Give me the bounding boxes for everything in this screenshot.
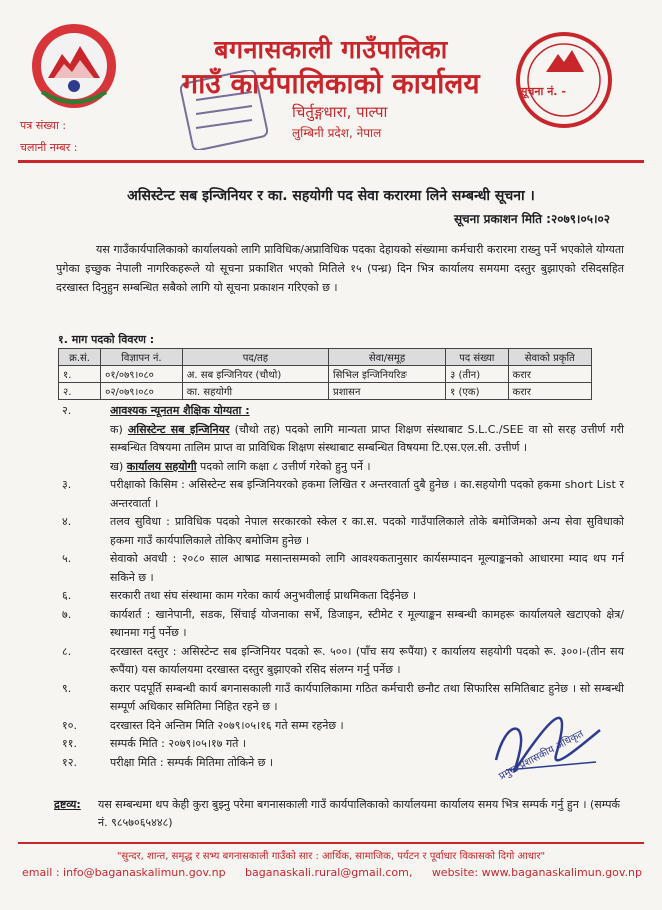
col-header: क्र.सं. xyxy=(59,349,101,366)
sub-item-bold: असिस्टेन्ट सब इन्जिनियर xyxy=(127,422,230,436)
dispatch-no-label: चलानी नम्बर : xyxy=(20,141,78,154)
list-item xyxy=(62,587,624,606)
table-row xyxy=(59,383,592,400)
item-text: परीक्षाको किसिम : असिस्टेन्ट सब इन्जिनियरको हकमा लिखित र अन्तरवार्ता दुबै हुनेछ । का.सहयोगी पदको हकमा short List र अन्तरवार्ता । xyxy=(110,478,624,510)
sub-item-bold: कार्यालय सहयोगी xyxy=(126,459,197,473)
item-number: ८. xyxy=(62,644,72,658)
footer-divider xyxy=(18,842,644,844)
note-text: यस सम्बन्धमा थप केही कुरा बुझ्नु परेमा बगनासकाली गाउँ कार्यपालिकाको कार्यालयमा कार्यालय समय भित्र सम्पर्क गर्नु हुन । (सम्पर्क नं. ९८५७०६५४४८) xyxy=(98,798,620,829)
table-cell: ०२/०७९।०८० xyxy=(101,383,183,400)
notice-intro: यस गाउँकार्यपालिकाको कार्यालयको लागि प्राविधिक/अप्राविधिक पदका देहायको संख्यामा कर्मचारी करारमा राख्नु पर्ने भएकोले योग्यता पुगेका इच्छुक नेपाली नागरिकहरूले यो सूचना प्रकाशित भएको मितिले १५ (पन्ध्र) दिन भित्र कार्यालय समयमा दस्तुर बुझाएको रसिदसहित दरखास्त दिनुहुन सम्बन्धित सबैको लागि यो सूचना प्रकाशन गरिएको छ । xyxy=(56,243,624,294)
table-cell: २. xyxy=(59,383,101,400)
table-cell: का. सहयोगी xyxy=(182,383,328,400)
org-province: लुम्बिनी प्रदेश, नेपाल xyxy=(292,126,382,140)
table-cell: प्रशासन xyxy=(329,383,446,400)
item-text: सरकारी तथा संघ संस्थामा काम गरेका कार्य अनुभवीलाई प्राथमिकता दिईनेछ । xyxy=(110,589,417,602)
table-cell: अ. सब इन्जिनियर (चौथो) xyxy=(182,366,328,383)
sub-item-prefix: ख) xyxy=(110,459,124,473)
footer-website: website: www.baganaskalimun.gov.np xyxy=(431,866,642,879)
item-text: सम्पर्क मिति : २०७९।०५।१७ गते । xyxy=(110,737,247,750)
org-location: चिर्तुङ्गधारा, पाल्पा xyxy=(292,103,388,121)
table-header-row xyxy=(59,349,592,366)
item-text: दरखास्त दिने अन्तिम मिति २०७९।०५।१६ गते सम्म रहनेछ । xyxy=(110,718,344,732)
list-item xyxy=(62,402,624,421)
table-cell: करार xyxy=(508,383,591,400)
list-item xyxy=(62,513,624,550)
item-number: ५. xyxy=(62,552,72,565)
published-date: सूचना प्रकाशन मिति :२०७९।०५।०२ xyxy=(453,212,610,226)
item-text: करार पदपूर्ति सम्बन्धी कार्य बगनासकाली गाउँ कार्यपालिकामा गठित कर्मचारी छनौट तथा सिफारिस समितिबाट हुनेछ । सो सम्बन्धी सम्पूर्ण अधिकार समितिमा निहित रहने छ । xyxy=(110,681,624,713)
signatory-role: प्रमुख प्रशासकीय अधिकृत xyxy=(497,728,586,783)
footer-contacts xyxy=(22,866,642,879)
sub-item-text: पदको लागि कक्षा ८ उत्तीर्ण गरेको हुनु पर्ने । xyxy=(200,459,371,473)
list-item xyxy=(62,643,624,680)
col-header: सेवाको प्रकृति xyxy=(508,349,591,366)
sub-item-text: (चौथो तह) पदको लागि मान्यता प्राप्त शिक्षण संस्थाबाट S.L.C./SEE वा सो सरह उत्तीर्ण गरी सम्बन्धित विषयमा तालिम प्राप्त वा प्राविधिक शिक्षण संस्थाबाट सम्बन्धित विषयमा टि.एस.एल.सी. उत्तीर्ण । xyxy=(110,422,624,454)
col-header: सेवा/समूह xyxy=(329,349,446,366)
item-text: परीक्षा मिति : सम्पर्क मितिमा तोकिने छ । xyxy=(110,755,274,769)
notice-title: असिस्टेन्ट सब इन्जिनियर र का. सहयोगी पद सेवा करारमा लिने सम्बन्धी सूचना । xyxy=(127,188,535,204)
item-number: ३. xyxy=(62,478,72,491)
list-item xyxy=(62,550,624,587)
section-heading: १. माग पदको विवरण : xyxy=(58,333,155,346)
item-number: २. xyxy=(62,404,72,417)
col-header: विज्ञापन नं. xyxy=(101,349,183,366)
table-cell: ३ (तीन) xyxy=(446,366,508,383)
item-number: ११. xyxy=(62,737,77,750)
item-number: ७. xyxy=(62,607,72,621)
item-heading: आवश्यक न्यूनतम शैक्षिक योग्यता : xyxy=(110,404,250,417)
note-label: द्रष्टव्य: xyxy=(54,798,81,811)
item-text: कार्यशर्त : खानेपानी, सडक, सिंचाई योजनाका सर्भे, डिजाइन, स्टीमेट र मूल्याङ्कन सम्बन्धी कामहरू कार्यालयले खटाएको क्षेत्र/स्थानमा गर्नु पर्नेछ । xyxy=(110,607,624,639)
demand-table xyxy=(58,348,592,400)
footer-email-primary: email : info@baganaskalimun.gov.np xyxy=(22,866,226,879)
seal-text: सूचना नं. - xyxy=(520,85,566,98)
item-number: १०. xyxy=(62,718,77,732)
sub-item-prefix: क) xyxy=(110,422,123,436)
item-number: ४. xyxy=(62,515,72,528)
list-item xyxy=(62,421,624,458)
item-number: ९. xyxy=(62,681,72,695)
org-name-line2: गाउँ कार्यपालिकाको कार्यालय xyxy=(182,67,480,100)
table-cell: करार xyxy=(508,366,591,383)
table-cell: १ (एक) xyxy=(446,383,508,400)
footer-email-secondary: baganaskali.rural@gmail.com, xyxy=(245,866,413,879)
item-text: सेवाको अवधी : २०८० साल आषाढ मसान्तसम्मको लागि आवश्यकतानुसार कार्यसम्पादन मूल्याङ्कनको आधारमा म्याद थप गर्न सकिने छ । xyxy=(110,552,624,584)
table-cell: १. xyxy=(59,366,101,383)
item-text: तलव सुविधा : प्राविधिक पदको नेपाल सरकारको स्केल र का.स. पदको गाउँपालिकाले तोके बमोजिमको अन्य सेवा सुविधाको हकमा गाउँ कार्यपालिकाले तोकिए बमोजिम हुनेछ । xyxy=(110,515,624,547)
col-header: पद/तह xyxy=(182,349,328,366)
table-row xyxy=(59,366,592,383)
table-cell: सिभिल इन्जिनियरिङ xyxy=(329,366,446,383)
ref-no-label: पत्र संख्या : xyxy=(20,119,67,132)
table-cell: ०१/०७९।०८० xyxy=(101,366,183,383)
list-item xyxy=(62,458,624,477)
footer-slogan: "सुन्दर, शान्त, समृद्ध र सभ्य बगनासकाली गाउँको सार : आर्थिक, सामाजिक, पर्यटन र पूर्वाधार विकासको दिगो आधार" xyxy=(116,851,546,862)
list-item xyxy=(62,606,624,643)
col-header: पद संख्या xyxy=(446,349,508,366)
org-name-line1: बगनासकाली गाउँपालिका xyxy=(214,35,448,64)
note-block xyxy=(54,796,624,832)
header-divider xyxy=(18,160,644,163)
item-number: ६. xyxy=(62,589,72,602)
item-text: दरखास्त दस्तुर : असिस्टेन्ट सब इन्जिनियर पदको रू. ५००। (पाँच सय रूपैंया) र कार्यालय सहयोगी पदको रू. ३००।-(तीन सय रूपैंया) यस कार्यालयमा दरखास्त दस्तुर बुझाएको रसिद संलग्न गर्नु पर्नेछ । xyxy=(110,644,624,676)
item-number: १२. xyxy=(62,755,77,769)
list-item xyxy=(62,476,624,513)
